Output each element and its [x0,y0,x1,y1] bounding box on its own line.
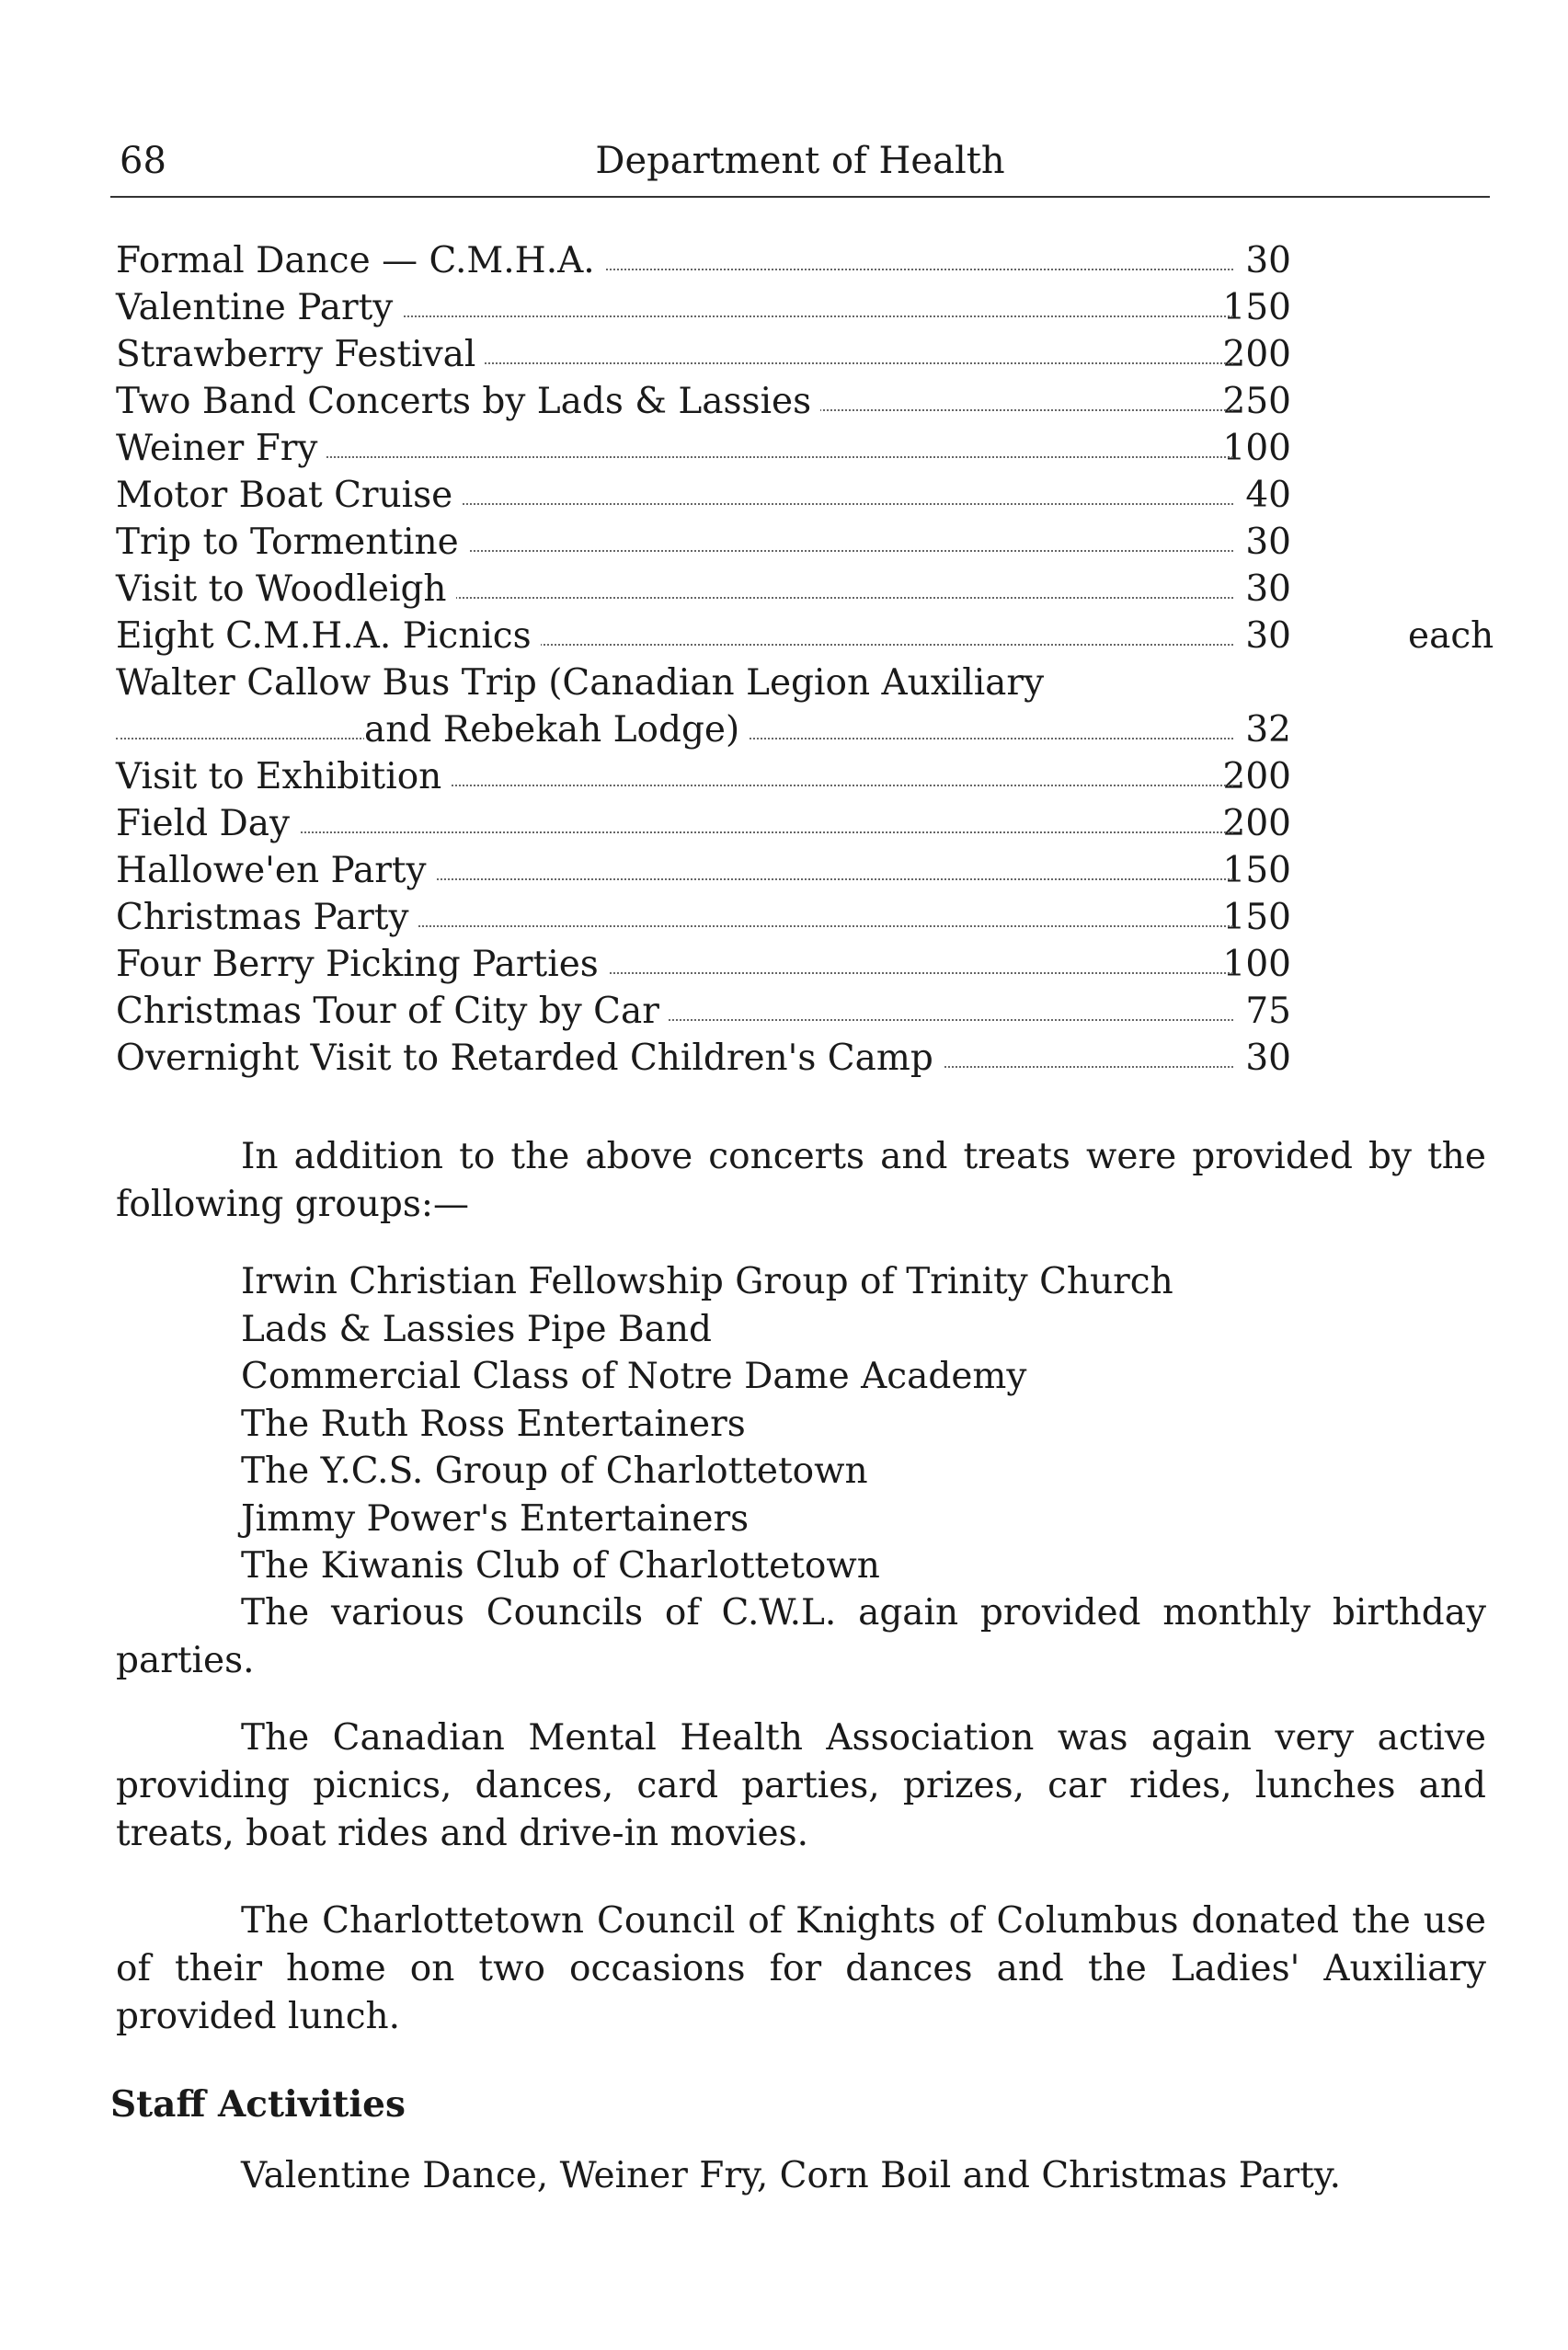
event-name: Formal Dance — C.M.H.A. [116,237,604,284]
event-row [116,1035,1495,1082]
group-item: Irwin Christian Fellowship Group of Trinity Church [241,1261,1173,1302]
event-count: 150 [1222,897,1291,938]
events-list [116,237,1495,1082]
intro-paragraph [116,1133,1486,1229]
event-count: 75 [1245,991,1291,1032]
cmha-paragraph [116,1714,1486,1858]
event-name: Christmas Tour of City by Car [116,988,669,1035]
page-header [110,133,1490,189]
event-row [116,566,1495,613]
event-name: Weiner Fry [116,425,326,472]
cmha-text: The Canadian Mental Health Association was again very active providing picnics, dances, card parties, prizes, car rides, lunches and treats, boat rides and drive-in movies. [116,1717,1486,1854]
event-name: Hallowe'en Party [116,847,436,894]
kofc-paragraph [116,1897,1486,2041]
event-name: Walter Callow Bus Trip (Canadian Legion Auxiliary [116,659,1053,706]
event-row [116,613,1495,659]
event-row [116,472,1495,519]
event-row [116,659,1495,706]
staff-activities-heading: Staff Activities [110,2083,406,2126]
event-row [116,988,1495,1035]
event-row [116,706,1495,753]
event-name: Visit to Woodleigh [116,566,456,613]
group-item: Commercial Class of Notre Dame Academy [241,1356,1027,1397]
group-item: The Kiwanis Club of Charlottetown [241,1545,880,1587]
event-count: 30 [1245,522,1291,563]
kofc-text: The Charlottetown Council of Knights of Columbus donated the use of their home on two occasions for dances and the Ladies' Auxiliary provided lunch. [116,1900,1486,2037]
event-name: Strawberry Festival [116,331,485,378]
event-name: Christmas Party [116,894,418,941]
event-name: Four Berry Picking Parties [116,941,608,988]
event-name: Eight C.M.H.A. Picnics [116,613,541,659]
event-count: 100 [1222,944,1291,985]
event-name: Visit to Exhibition [116,753,451,800]
event-count: 100 [1222,428,1291,469]
event-count: 30 [1245,1037,1291,1079]
event-count: 40 [1245,475,1291,516]
event-row [116,237,1495,284]
event-count: 150 [1222,287,1291,328]
event-count: 32 [1245,709,1291,751]
group-item: The Y.C.S. Group of Charlottetown [241,1450,868,1492]
event-row [116,284,1495,331]
event-row [116,894,1495,941]
event-name: Trip to Tormentine [116,519,468,566]
event-count: 30 [1245,615,1291,657]
page-number: 68 [120,140,166,182]
event-row [116,753,1495,800]
event-row [116,847,1495,894]
event-count: 30 [1245,240,1291,281]
intro-text: In addition to the above concerts and treats were provided by the following groups:— [116,1136,1486,1225]
header-rule [110,196,1490,198]
event-row [116,941,1495,988]
event-row [116,519,1495,566]
group-item: The Ruth Ross Entertainers [241,1403,746,1445]
event-count: 250 [1222,381,1291,422]
group-item: Jimmy Power's Entertainers [241,1497,750,1540]
event-row [116,800,1495,847]
group-item: Lads & Lassies Pipe Band [241,1308,712,1350]
staff-activities-paragraph [116,2152,1486,2200]
event-count: 200 [1222,756,1291,797]
event-name: Valentine Party [116,284,402,331]
event-row [116,331,1495,378]
event-count: 200 [1222,803,1291,844]
page-title: Department of Health [595,140,1005,182]
event-name: Two Band Concerts by Lads & Lassies [116,378,820,425]
cwl-paragraph [116,1589,1486,1685]
staff-activities-text: Valentine Dance, Weiner Fry, Corn Boil and Christmas Party. [241,2155,1342,2196]
event-name: Overnight Visit to Retarded Children's Camp [116,1035,943,1082]
event-name: and Rebekah Lodge) [364,706,749,753]
event-count: 200 [1222,334,1291,375]
groups-list [241,1258,1173,1590]
event-row [116,425,1495,472]
event-row [116,378,1495,425]
event-name: Field Day [116,800,299,847]
event-count: 30 [1245,568,1291,610]
cwl-text: The various Councils of C.W.L. again provided monthly birthday parties. [116,1592,1486,1681]
event-unit: each [1408,615,1494,657]
event-name: Motor Boat Cruise [116,472,462,519]
event-count: 150 [1222,850,1291,891]
